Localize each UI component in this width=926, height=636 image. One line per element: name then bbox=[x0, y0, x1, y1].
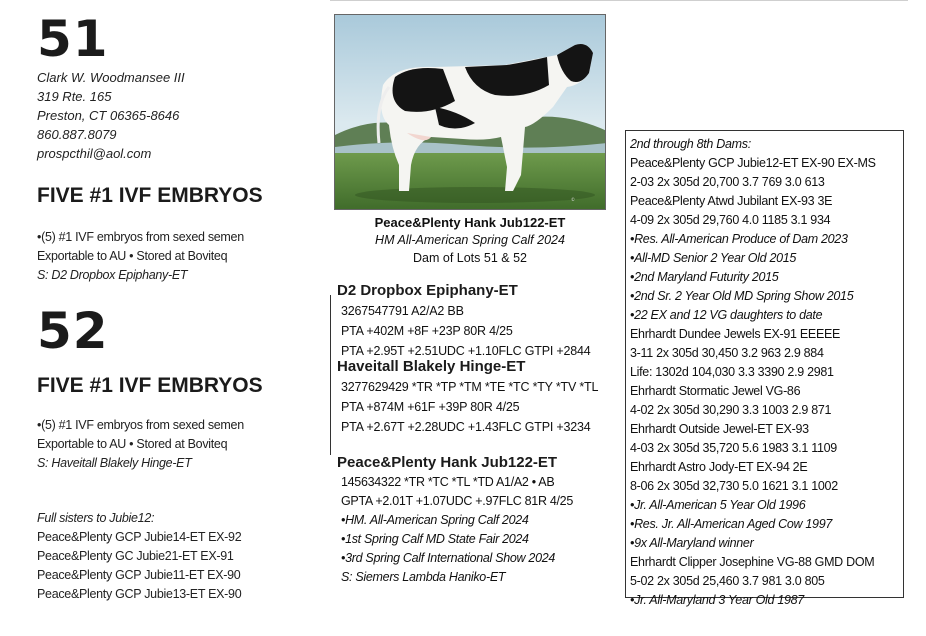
lot-52-bullet-1: •(5) #1 IVF embryos from sexed semen bbox=[37, 418, 244, 432]
pedigree-note: •All-MD Senior 2 Year Old 2015 bbox=[630, 251, 797, 265]
full-sister-1: Peace&Plenty GCP Jubie14-ET EX-92 bbox=[37, 530, 242, 544]
sire-2-name: Haveitall Blakely Hinge-ET bbox=[337, 358, 526, 375]
pedigree-dam-name: Peace&Plenty Atwd Jubilant EX-93 3E bbox=[630, 194, 833, 208]
photo-caption-dam: Dam of Lots 51 & 52 bbox=[413, 251, 527, 265]
sire-1-line-1: 3267547791 A2/A2 BB bbox=[341, 304, 464, 318]
pedigree-record: 4-02 2x 305d 30,290 3.3 1003 2.9 871 bbox=[630, 403, 832, 417]
sire-1-name: D2 Dropbox Epiphany-ET bbox=[337, 282, 518, 299]
dam-note-1: •HM. All-American Spring Calf 2024 bbox=[341, 513, 529, 527]
lot-51-heading: FIVE #1 IVF EMBRYOS bbox=[37, 184, 263, 207]
dam-line-2: GPTA +2.01T +1.07UDC +.97FLC 81R 4/25 bbox=[341, 494, 573, 508]
pedigree-note: •2nd Sr. 2 Year Old MD Spring Show 2015 bbox=[630, 289, 854, 303]
consignor-address bbox=[37, 68, 185, 163]
top-divider bbox=[330, 0, 908, 1]
pedigree-note: •Res. All-American Produce of Dam 2023 bbox=[630, 232, 848, 246]
lot-51-details bbox=[37, 228, 244, 285]
pedigree-note: •Jr. All-Maryland 3 Year Old 1987 bbox=[630, 593, 804, 607]
photo-caption-award: HM All-American Spring Calf 2024 bbox=[375, 233, 565, 247]
pedigree-title: 2nd through 8th Dams: bbox=[630, 137, 751, 151]
dam-line-1: 145634322 *TR *TC *TL *TD A1/A2 • AB bbox=[341, 475, 555, 489]
lot-52-bullet-2: Exportable to AU • Stored at Boviteq bbox=[37, 437, 228, 451]
dam-note-2: •1st Spring Calf MD State Fair 2024 bbox=[341, 532, 529, 546]
sire-1-block bbox=[337, 281, 591, 361]
pedigree-dam-name: Ehrhardt Stormatic Jewel VG-86 bbox=[630, 384, 801, 398]
pedigree-record: 3-11 2x 305d 30,450 3.2 963 2.9 884 bbox=[630, 346, 824, 360]
pedigree-dam-name: Ehrhardt Dundee Jewels EX-91 EEEEE bbox=[630, 327, 841, 341]
lot-number-52: 52 bbox=[37, 302, 109, 360]
pedigree-record: 8-06 2x 305d 32,730 5.0 1621 3.1 1002 bbox=[630, 479, 838, 493]
lot-52-details bbox=[37, 416, 244, 473]
full-sister-2: Peace&Plenty GC Jubie21-ET EX-91 bbox=[37, 549, 234, 563]
consignor-name: Clark W. Woodmansee III bbox=[37, 70, 185, 85]
full-sister-4: Peace&Plenty GCP Jubie13-ET EX-90 bbox=[37, 587, 242, 601]
pedigree-dam-name: Peace&Plenty GCP Jubie12-ET EX-90 EX-MS bbox=[630, 156, 876, 170]
sire-2-line-3: PTA +2.67T +2.28UDC +1.43FLC GTPI +3234 bbox=[341, 420, 591, 434]
pedigree-dam-name: Ehrhardt Outside Jewel-ET EX-93 bbox=[630, 422, 809, 436]
sire-1-line-2: PTA +402M +8F +23P 80R 4/25 bbox=[341, 324, 513, 338]
pedigree-dam-name: Ehrhardt Clipper Josephine VG-88 GMD DOM bbox=[630, 555, 875, 569]
pedigree-content bbox=[630, 135, 876, 610]
sire-1-line-3: PTA +2.95T +2.51UDC +1.10FLC GTPI +2844 bbox=[341, 344, 591, 358]
sire-2-block bbox=[337, 357, 598, 437]
full-sisters-title: Full sisters to Jubie12: bbox=[37, 511, 155, 525]
lot-52-sire: S: Haveitall Blakely Hinge-ET bbox=[37, 456, 192, 470]
lot-number-51: 51 bbox=[37, 10, 109, 68]
email-address: prospcthil@aol.com bbox=[37, 146, 152, 161]
dam-note-3: •3rd Spring Calf International Show 2024 bbox=[341, 551, 556, 565]
dam-name: Peace&Plenty Hank Jub122-ET bbox=[337, 454, 558, 471]
phone-number: 860.887.8079 bbox=[37, 127, 117, 142]
pedigree-note: •9x All-Maryland winner bbox=[630, 536, 754, 550]
lot-51-bullet-1: •(5) #1 IVF embryos from sexed semen bbox=[37, 230, 244, 244]
photo-caption-name: Peace&Plenty Hank Jub122-ET bbox=[374, 215, 566, 230]
address-city: Preston, CT 06365-8646 bbox=[37, 108, 180, 123]
dam-block bbox=[337, 453, 573, 587]
dam-sire: S: Siemers Lambda Haniko-ET bbox=[341, 570, 506, 584]
sire-divider bbox=[330, 295, 331, 455]
pedigree-record: 5-02 2x 305d 25,460 3.7 981 3.0 805 bbox=[630, 574, 825, 588]
lot-51-bullet-2: Exportable to AU • Stored at Boviteq bbox=[37, 249, 228, 263]
cow-photo bbox=[334, 14, 606, 210]
photo-caption bbox=[334, 214, 606, 267]
lot-52-heading: FIVE #1 IVF EMBRYOS bbox=[37, 374, 263, 397]
pedigree-dam-name: Ehrhardt Astro Jody-ET EX-94 2E bbox=[630, 460, 808, 474]
pedigree-note: •22 EX and 12 VG daughters to date bbox=[630, 308, 823, 322]
lot-51-sire: S: D2 Dropbox Epiphany-ET bbox=[37, 268, 188, 282]
svg-text:©: © bbox=[571, 197, 575, 202]
cow-photo-image bbox=[335, 15, 606, 210]
sire-2-line-1: 3277629429 *TR *TP *TM *TE *TC *TY *TV *TL bbox=[341, 380, 599, 394]
pedigree-lines bbox=[630, 154, 876, 610]
full-sisters-block bbox=[37, 509, 241, 604]
pedigree-record: Life: 1302d 104,030 3.3 3390 2.9 2981 bbox=[630, 365, 834, 379]
pedigree-record: 4-03 2x 305d 35,720 5.6 1983 3.1 1109 bbox=[630, 441, 837, 455]
pedigree-record: 2-03 2x 305d 20,700 3.7 769 3.0 613 bbox=[630, 175, 825, 189]
sire-2-line-2: PTA +874M +61F +39P 80R 4/25 bbox=[341, 400, 520, 414]
full-sister-3: Peace&Plenty GCP Jubie11-ET EX-90 bbox=[37, 568, 241, 582]
address-street: 319 Rte. 165 bbox=[37, 89, 112, 104]
pedigree-note: •Res. Jr. All-American Aged Cow 1997 bbox=[630, 517, 832, 531]
pedigree-note: •2nd Maryland Futurity 2015 bbox=[630, 270, 779, 284]
pedigree-record: 4-09 2x 305d 29,760 4.0 1185 3.1 934 bbox=[630, 213, 831, 227]
pedigree-note: •Jr. All-American 5 Year Old 1996 bbox=[630, 498, 806, 512]
